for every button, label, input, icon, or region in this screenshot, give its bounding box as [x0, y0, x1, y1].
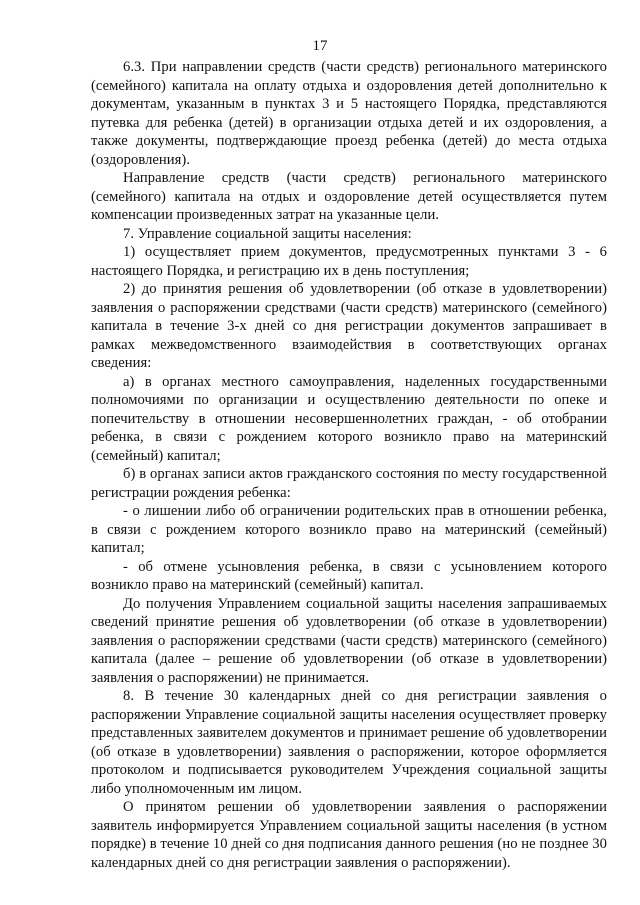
- page-number: 17: [312, 38, 328, 54]
- paragraph-8: 8. В течение 30 календарных дней со дня регистрации заявления о распоряжении Управление социальной защиты населения осуществляет проверку представленных заявителем документов и принимает решение об удовлетворении (об отказе в удовлетворении) заявления о распоряжении, которое оформляется протоколом и подписывается руководителем Учреждения социальной защиты либо уполномоченным им лицом.: [91, 688, 607, 797]
- paragraph-7-item-2: 2) до принятия решения об удовлетворении (об отказе в удовлетворении) заявления о распоряжении средствами (части средств) материнского (семейного) капитала в течение 3-х дней со дня регистрации документов запрашивает в рамках межведомственного взаимодействия в соответствующих органах сведения:: [91, 281, 607, 371]
- paragraph-7-item-2-b-dash-1: - о лишении либо об ограничении родительских прав в отношении ребенка, в связи с рождением которого возникло право на материнский (семейный) капитал;: [91, 503, 607, 556]
- paragraph-7-item-1: 1) осуществляет прием документов, предусмотренных пунктами 3 - 6 настоящего Порядка, и регистрацию их в день поступления;: [91, 244, 607, 279]
- paragraph-7-item-2-b-dash-2: - об отмене усыновления ребенка, в связи с усыновлением которого возникло право на материнский (семейный) капитал.: [91, 558, 607, 593]
- document-body: [91, 58, 607, 872]
- paragraph-7-item-2-a: а) в органах местного самоуправления, наделенных государственными полномочиями по организации и осуществлению деятельности по опеке и попечительству в отношении несовершеннолетних граждан, - об отобрании ребенка, в связи с рождением которого возникло право на материнский (семейный) капитал;: [91, 373, 607, 464]
- paragraph-7-heading: 7. Управление социальной защиты населения:: [123, 225, 412, 242]
- paragraph-decision-notice: О принятом решении об удовлетворении заявления о распоряжении заявитель информируется Управлением социальной защиты населения (в устном порядке) в течение 10 дней со дня подписания данного решения (но не позднее 30 календарных дней со дня регистрации заявления о распоряжении).: [91, 799, 607, 871]
- paragraph-direction-funds: Направление средств (части средств) регионального материнского (семейного) капитала на отдых и оздоровление детей осуществляется путем компенсации произведенных затрат на указанные цели.: [91, 170, 607, 223]
- paragraph-7-item-2-b: б) в органах записи актов гражданского состояния по месту государственной регистрации рождения ребенка:: [91, 466, 607, 501]
- paragraph-6-3: 6.3. При направлении средств (части средств) регионального материнского (семейного) капитала на оплату отдыха и оздоровления детей дополнительно к документам, указанным в пунктах 3 и 5 настоящего Порядка, представляются путевка для ребенка (детей) в организации отдыха детей и их оздоровления, а также документы, подтверждающие проезд ребенка (детей) до места отдыха (оздоровления).: [91, 59, 607, 168]
- paragraph-pending-info: До получения Управлением социальной защиты населения запрашиваемых сведений принятие решения об удовлетворении (об отказе в удовлетворении) заявления о распоряжении средствами (части средств) материнского (семейного) капитала (далее – решение об удовлетворении (об отказе в удовлетворении) заявления о распоряжении) не принимается.: [91, 595, 607, 686]
